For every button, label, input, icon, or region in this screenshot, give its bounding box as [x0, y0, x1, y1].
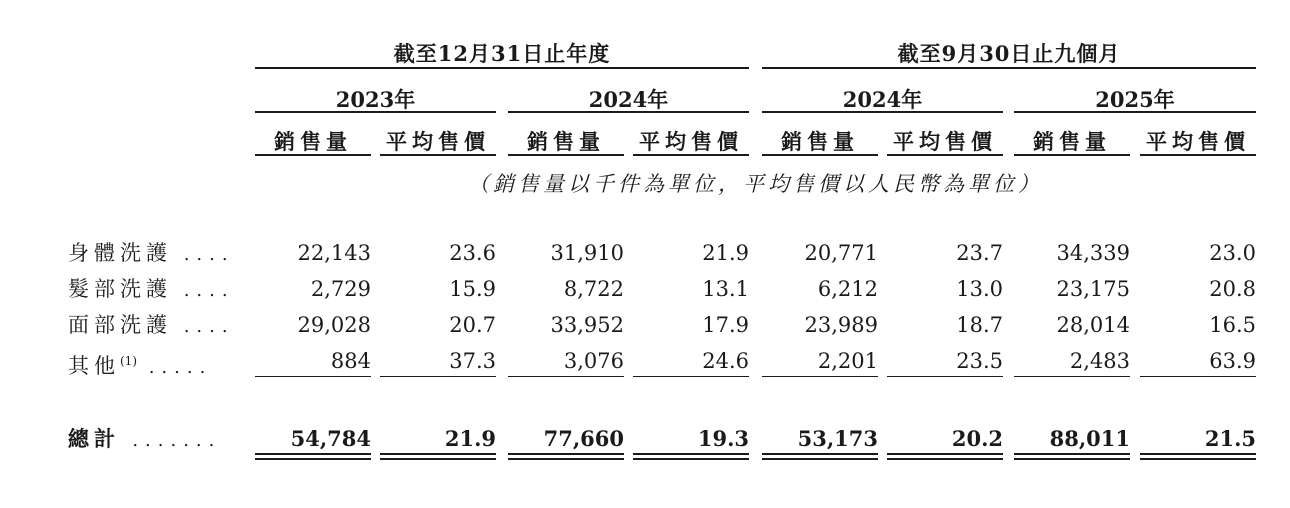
total-cell: 54,784: [290, 426, 371, 451]
total-cell: 53,173: [797, 426, 878, 451]
total-double-rule: [1140, 453, 1256, 460]
subtotal-rule: [633, 376, 749, 377]
total-double-rule: [1014, 453, 1130, 460]
year-header-2024: 2024年: [588, 87, 669, 112]
table-cell: 13.0: [956, 277, 1003, 301]
subheader-volume: 銷售量: [781, 129, 859, 154]
year-rule: [255, 111, 496, 113]
total-double-rule: [887, 453, 1003, 460]
subtotal-rule: [255, 376, 371, 377]
subheader-rule: [762, 154, 878, 156]
table-cell: 33,952: [550, 313, 624, 337]
table-cell: 23.6: [449, 241, 496, 265]
total-double-rule: [508, 453, 624, 460]
table-cell: 20,771: [804, 241, 878, 265]
table-cell: 8,722: [563, 277, 624, 301]
table-cell: 23,175: [1056, 277, 1130, 301]
unit-note: （銷售量以千件為單位，平均售價以人民幣為單位）: [468, 172, 1043, 196]
table-cell: 15.9: [449, 277, 496, 301]
table-cell: 37.3: [449, 349, 496, 373]
subheader-price: 平均售價: [893, 129, 997, 154]
table-cell: 21.9: [702, 241, 749, 265]
total-double-rule: [380, 453, 496, 460]
total-cell: 19.3: [697, 426, 749, 451]
year-rule: [762, 111, 1003, 113]
subtotal-rule: [762, 376, 878, 377]
total-double-rule: [762, 453, 878, 460]
year-header-2023: 2023年: [335, 87, 416, 112]
subheader-price: 平均售價: [386, 129, 490, 154]
table-cell: 31,910: [550, 241, 624, 265]
table-cell: 23,989: [804, 313, 878, 337]
total-cell: 20.2: [951, 426, 1003, 451]
total-cell: 21.9: [444, 426, 496, 451]
period-rule-year: [255, 67, 749, 69]
row-label-body-care: 身體洗護 ....: [68, 241, 235, 265]
subheader-rule: [508, 154, 624, 156]
table-cell: 3,076: [563, 349, 624, 373]
table-cell: 24.6: [702, 349, 749, 373]
subheader-volume: 銷售量: [1033, 129, 1111, 154]
total-double-rule: [255, 453, 371, 460]
table-cell: 6,212: [817, 277, 878, 301]
period-header-nine-months: 截至9月30日止九個月: [897, 41, 1121, 66]
subheader-rule: [1014, 154, 1130, 156]
year-rule: [1014, 111, 1256, 113]
row-label-total: 總計 .......: [68, 426, 222, 451]
table-cell: 13.1: [702, 277, 749, 301]
row-label-others: 其他$^{(1)}$ .....: [68, 354, 213, 378]
total-cell: 77,660: [543, 426, 624, 451]
table-cell: 2,201: [817, 349, 878, 373]
subtotal-rule: [508, 376, 624, 377]
table-cell: 20.7: [449, 313, 496, 337]
year-rule: [508, 111, 749, 113]
table-cell: 34,339: [1056, 241, 1130, 265]
subtotal-rule: [887, 376, 1003, 377]
table-cell: 17.9: [702, 313, 749, 337]
subtotal-rule: [1014, 376, 1130, 377]
row-label-hair-care: 髮部洗護 ....: [68, 277, 235, 301]
table-cell: 23.0: [1209, 241, 1256, 265]
table-cell: 28,014: [1056, 313, 1130, 337]
table-cell: 63.9: [1209, 349, 1256, 373]
period-rule-nine-months: [762, 67, 1256, 69]
table-cell: 18.7: [956, 313, 1003, 337]
table-cell: 16.5: [1209, 313, 1256, 337]
total-cell: 21.5: [1204, 426, 1256, 451]
table-cell: 23.5: [956, 349, 1003, 373]
footnote-marker: (1): [120, 354, 137, 368]
table-cell: 2,483: [1069, 349, 1130, 373]
subheader-rule: [1140, 154, 1256, 156]
table-cell: 884: [330, 349, 371, 373]
subtotal-rule: [1140, 376, 1256, 377]
row-label-face-care: 面部洗護 ....: [68, 313, 235, 337]
table-cell: 2,729: [310, 277, 371, 301]
subheader-price: 平均售價: [1146, 129, 1250, 154]
subheader-rule: [887, 154, 1003, 156]
subheader-rule: [255, 154, 371, 156]
subheader-rule: [633, 154, 749, 156]
subheader-rule: [380, 154, 496, 156]
period-header-year: 截至12月31日止年度: [393, 41, 611, 66]
subheader-volume: 銷售量: [274, 129, 352, 154]
subheader-price: 平均售價: [639, 129, 743, 154]
table-cell: 23.7: [956, 241, 1003, 265]
year-header-2025: 2025年: [1095, 87, 1175, 112]
total-double-rule: [633, 453, 749, 460]
table-cell: 22,143: [297, 241, 371, 265]
subtotal-rule: [380, 376, 496, 377]
year-header-2024-nine-months: 2024年: [842, 87, 923, 112]
total-cell: 88,011: [1049, 426, 1130, 451]
subheader-volume: 銷售量: [527, 129, 605, 154]
table-cell: 20.8: [1209, 277, 1256, 301]
table-cell: 29,028: [297, 313, 371, 337]
